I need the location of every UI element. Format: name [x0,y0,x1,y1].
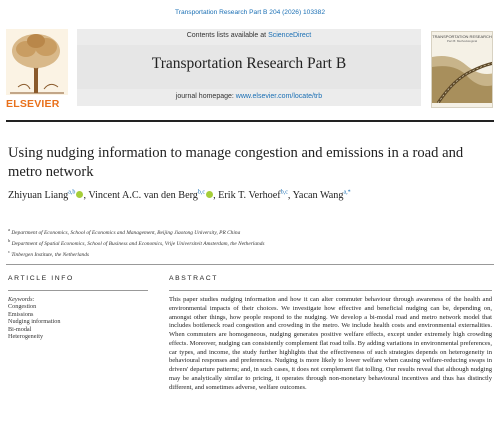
keyword: Heterogeneity [8,333,44,341]
affiliation-mark: b [8,238,11,243]
author[interactable] [88,190,213,201]
keyword: Nudging information [8,318,61,326]
author-separator: , [287,190,293,201]
journal-header [6,29,494,113]
author-affiliation-mark[interactable]: a,b [68,189,76,196]
article-info-column [8,275,148,341]
affiliation [8,226,488,237]
author-separator: , [83,190,89,201]
abstract-heading: ABSTRACT [169,275,219,282]
article-info-rule [8,290,148,291]
journal-citation[interactable]: Transportation Research Part B 204 (2026) 103382 [174,9,326,16]
elsevier-logo[interactable] [6,29,68,113]
journal-title: Transportation Research Part B [77,45,421,89]
abstract-rule [169,290,492,291]
author-affiliation-mark[interactable]: b,c [197,189,206,196]
affiliation-text: Department of Economics, School of Economics and Management, Beijing Jiaotong University, PR China [10,229,241,236]
cover-road-art-icon [432,43,493,103]
abstract-text: This paper studies nudging information and how it can alter commuter behaviour through awareness of the health and environmental impacts of their choices. We investigate how effective and beneficial nudging can be, depending on, amongst other things, how people respond to the nudging. We develop a bi-modal road and metro network model that includes bottleneck road congestion and crowding in the metro. We include health costs and environmental externalities. When commuters are homogeneous, nudging generates positive welfare effects, except under extremely high crowding effects. Moreover, nudging can consistently complement flat road tolls. By adding variations in environmental preferences, car types, and income, the study further highlights that the effectiveness of such strategies depends on heterogeneity in behavioural responses and preferences. Nudging is more likely to lower welfare when causing welfare-reducing swaps in drivers' departure patterns; and, in such cases, it does not complement flat tolling. Our results reveal that although nudging may be analytically similar to pricing, it operates through non-monetary behavioural incentives and thus has distinctly different, and sometimes adverse, welfare outcomes. [169,296,492,391]
author-affiliation-mark[interactable]: b,c [280,189,288,196]
cover-subtitle: Part B: Methodological [446,39,478,44]
cover-title: TRANSPORTATION RESEARCH [432,34,492,39]
author-name: Erik T. Verhoef [218,190,281,201]
keyword: Emissions [8,310,34,318]
abstract-column [169,275,492,392]
affiliation [8,248,488,259]
keywords-label: Keywords: [8,296,35,303]
keyword: Congestion [8,303,37,310]
author[interactable] [293,190,351,201]
author-name: Vincent A.C. van den Berg [88,190,198,201]
article-title: Using nudging information to manage congestion and emissions in a road and metro network [8,145,464,180]
affiliation-mark: c [8,249,10,254]
publisher-name: ELSEVIER [6,98,60,110]
affiliation-text: Tinbergen Institute, the Netherlands [10,251,90,258]
author-separator: , [213,190,219,201]
article-info-heading: ARTICLE INFO [8,275,74,282]
affiliation [8,237,488,248]
journal-banner [77,29,421,109]
author-name: Yacan Wang [292,190,344,201]
contents-text: Contents lists available at [186,32,269,39]
journal-cover[interactable] [431,31,493,108]
contents-band [77,29,421,45]
author[interactable] [218,190,288,201]
affiliation-mark: a [8,227,10,232]
tree-logo-icon [6,29,68,95]
author-affiliation-mark[interactable]: a,* [343,189,351,196]
sciencedirect-link[interactable]: ScienceDirect [268,32,312,39]
author-list [8,189,488,204]
homepage-band [77,89,421,106]
homepage-link[interactable]: www.elsevier.com/locate/trb [235,93,323,100]
affiliation-list [8,226,488,259]
header-rule [6,120,494,122]
affiliation-text: Department of Spatial Economics, School of Business and Economics, Vrije Universiteit Amsterdam, the Netherlands [10,240,265,247]
keyword: Bi-modal [8,325,32,333]
author[interactable] [8,190,83,201]
author-name: Zhiyuan Liang [8,190,69,201]
section-rule [6,264,494,265]
keyword-list [8,303,148,341]
homepage-text: journal homepage: [175,93,236,100]
